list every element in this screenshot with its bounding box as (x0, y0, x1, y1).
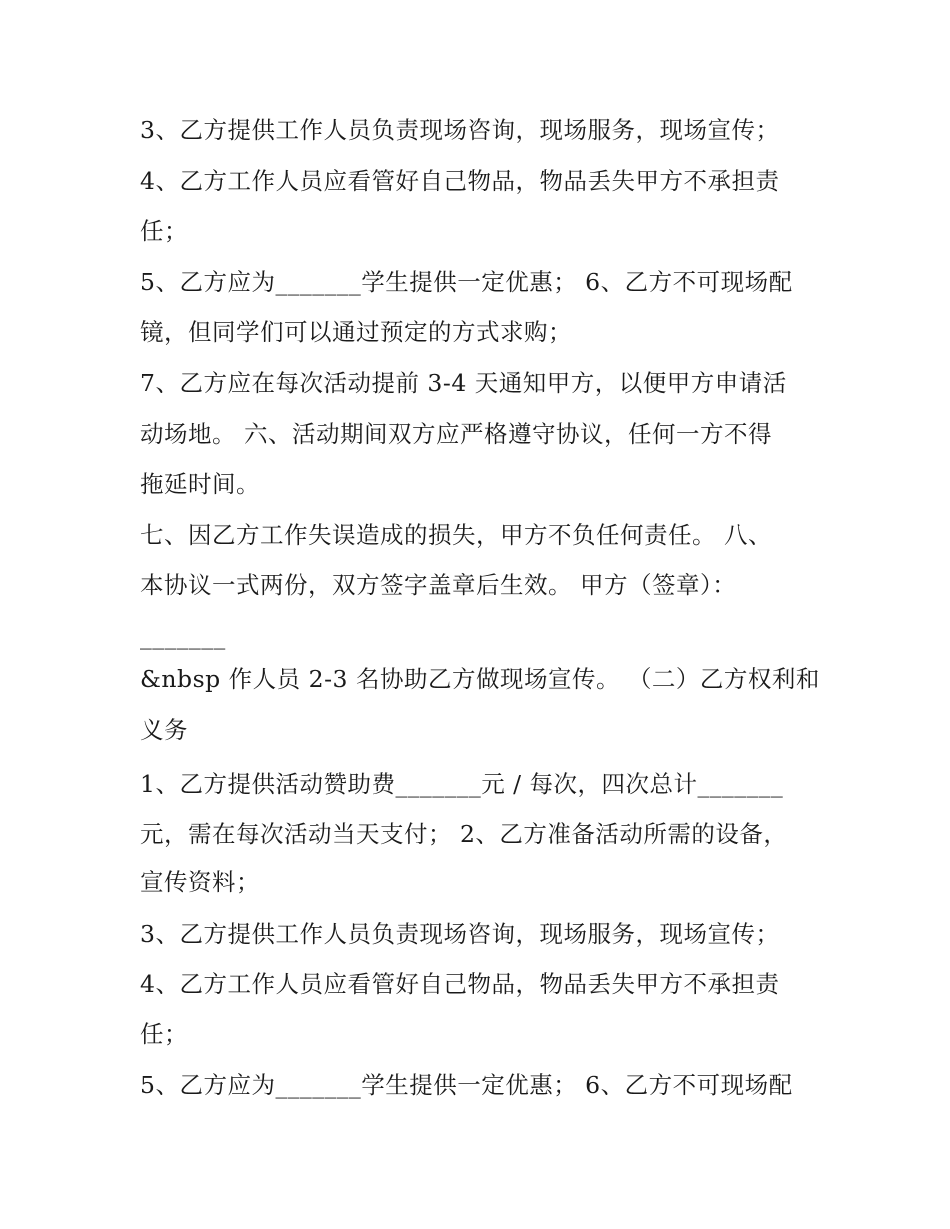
text-line: 七、因乙方工作失误造成的损失，甲方不负任何责任。 八、 (140, 521, 772, 549)
text-line: 3、乙方提供工作人员负责现场咨询，现场服务，现场宣传； (140, 920, 780, 948)
text-line: 7、乙方应在每次活动提前 3-4 天通知甲方，以便甲方申请活 (140, 369, 787, 397)
text-line: 任； (140, 217, 188, 245)
text-line: 5、乙方应为_______学生提供一定优惠； 6、乙方不可现场配 (140, 1071, 793, 1099)
text-line: 镜，但同学们可以通过预定的方式求购； (140, 318, 572, 346)
text-line: 4、乙方工作人员应看管好自己物品，物品丢失甲方不承担责 (140, 167, 780, 195)
text-line: 4、乙方工作人员应看管好自己物品，物品丢失甲方不承担责 (140, 970, 780, 998)
text-line: 3、乙方提供工作人员负责现场咨询，现场服务，现场宣传； (140, 116, 780, 144)
text-line: 1、乙方提供活动赞助费_______元 / 每次，四次总计_______ (140, 770, 784, 798)
text-line: 义务 (140, 716, 188, 744)
text-line: 动场地。 六、活动期间双方应严格遵守协议，任何一方不得 (140, 420, 772, 448)
text-line: 宣传资料； (140, 868, 260, 896)
text-line: 5、乙方应为_______学生提供一定优惠； 6、乙方不可现场配 (140, 268, 793, 296)
signature-blank: _______ (140, 622, 226, 650)
text-line: 任； (140, 1020, 188, 1048)
text-line: 元，需在每次活动当天支付； 2、乙方准备活动所需的设备， (140, 820, 788, 848)
text-line: 本协议一式两份，双方签字盖章后生效。 甲方（签章）： (140, 571, 737, 599)
text-line: &nbsp 作人员 2-3 名协助乙方做现场宣传。 （二）乙方权利和 (140, 665, 820, 693)
text-line: 拖延时间。 (140, 470, 260, 498)
